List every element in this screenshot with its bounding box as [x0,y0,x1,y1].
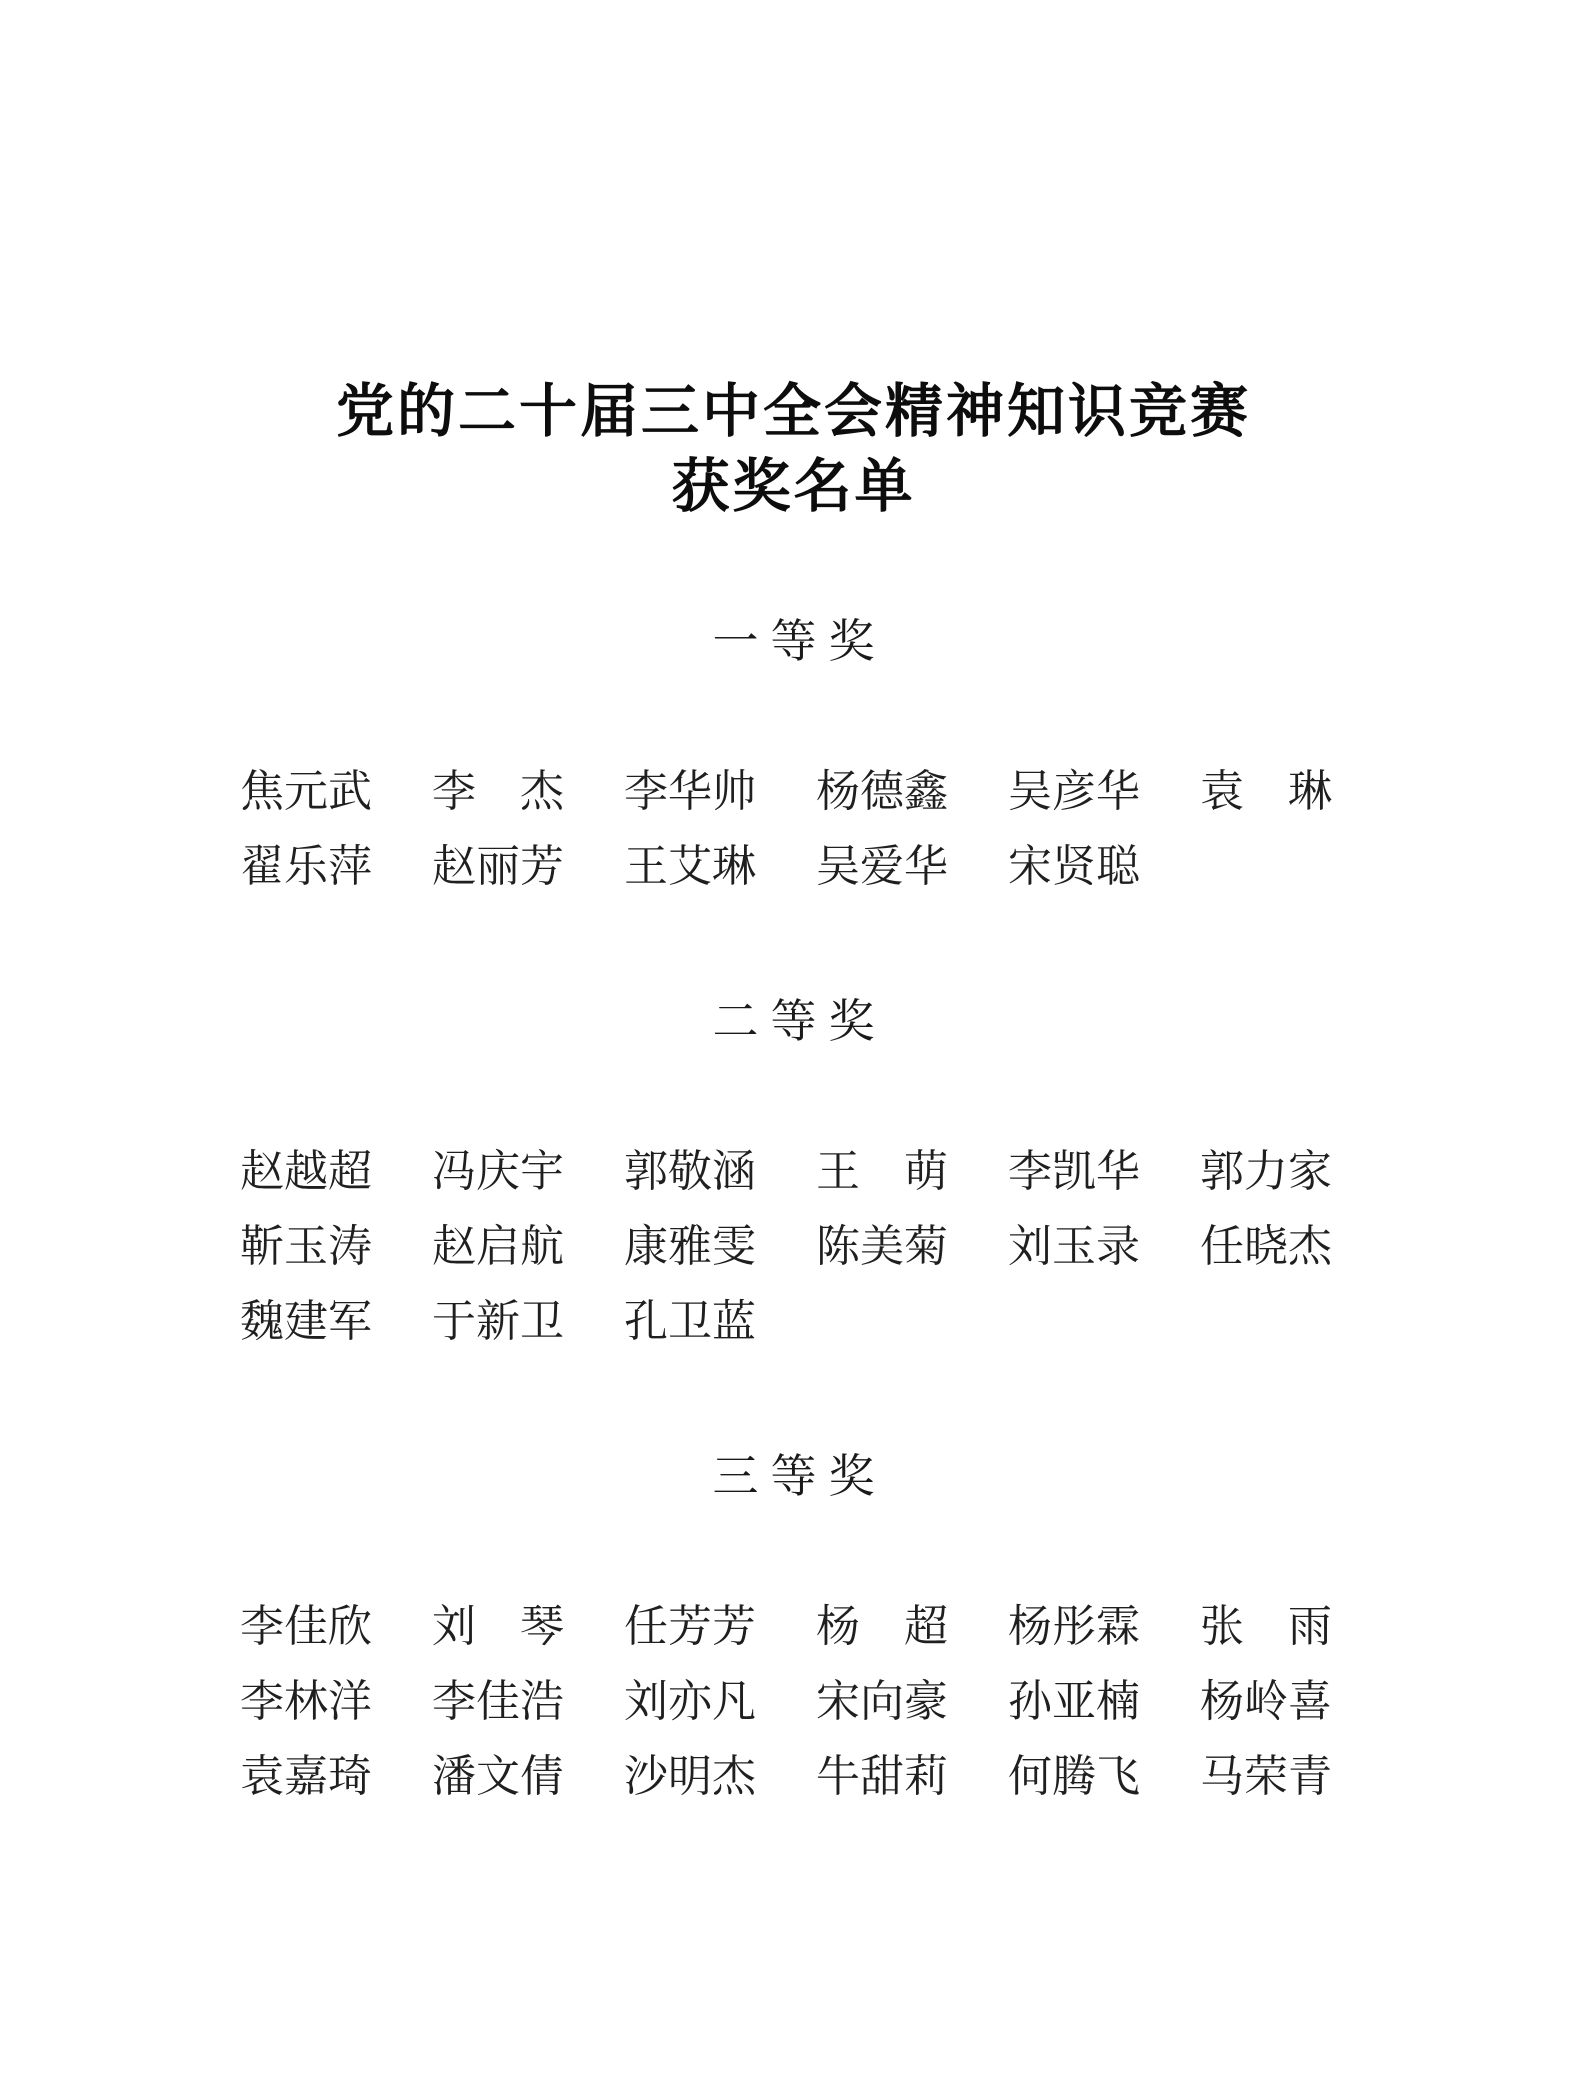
winner-name: 于新卫 [432,1296,564,1346]
name-rows [240,1589,1347,1814]
name-rows [240,754,1347,904]
winner-name: 吴爱华 [816,841,948,891]
winner-name: 赵丽芳 [432,841,564,891]
winner-name: 王 萌 [816,1146,948,1196]
prize-section-3 [240,1439,1347,1814]
winner-name: 袁 琳 [1200,766,1332,816]
winner-name: 孔卫蓝 [624,1296,756,1346]
winner-name: 孙亚楠 [1008,1676,1140,1726]
winner-name: 翟乐萍 [240,841,372,891]
winner-name: 张 雨 [1200,1601,1332,1651]
winner-name: 杨岭喜 [1200,1676,1332,1726]
winner-name: 何腾飞 [1008,1751,1140,1801]
winner-name: 宋向豪 [816,1676,948,1726]
winner-name: 潘文倩 [432,1751,564,1801]
section-heading: 二等奖 [712,995,887,1047]
winner-name: 袁嘉琦 [240,1751,372,1801]
name-row [240,829,1347,904]
winner-name: 吴彦华 [1008,766,1140,816]
winner-name: 冯庆宇 [432,1146,564,1196]
document-title-line-1: 党的二十届三中全会精神知识竞赛 [335,378,1251,444]
prize-section-2 [240,984,1347,1359]
winner-name: 赵越超 [240,1146,372,1196]
winner-name: 李佳浩 [432,1676,564,1726]
winner-name: 李林洋 [240,1676,372,1726]
section-heading: 一等奖 [712,615,887,667]
document-title-line-2: 获奖名单 [671,453,916,519]
winner-name: 杨彤霖 [1008,1601,1140,1651]
winner-name: 康雅雯 [624,1221,756,1271]
winner-name: 沙明杰 [624,1751,756,1801]
name-row [240,1134,1347,1209]
prize-sections [240,604,1347,1814]
winner-name: 李 杰 [432,766,564,816]
winner-name: 任晓杰 [1200,1221,1332,1271]
name-row [240,1284,1347,1359]
name-row [240,1664,1347,1739]
name-row [240,1209,1347,1284]
winner-name: 牛甜莉 [816,1751,948,1801]
name-row [240,1589,1347,1664]
prize-section-1 [240,604,1347,904]
winner-name: 杨德鑫 [816,766,948,816]
winner-name: 任芳芳 [624,1601,756,1651]
winner-name: 陈美菊 [816,1221,948,1271]
winner-name: 王艾琳 [624,841,756,891]
name-row [240,1739,1347,1814]
document-title [240,374,1347,524]
winner-name: 杨 超 [816,1601,948,1651]
name-row [240,754,1347,829]
winner-name: 刘亦凡 [624,1676,756,1726]
winner-name: 马荣青 [1200,1751,1332,1801]
winner-name: 李凯华 [1008,1146,1140,1196]
winner-name: 郭力家 [1200,1146,1332,1196]
winner-name: 李华帅 [624,766,756,816]
winner-name: 宋贤聪 [1008,841,1140,891]
winner-name: 焦元武 [240,766,372,816]
winner-name: 刘玉录 [1008,1221,1140,1271]
winner-name: 魏建军 [240,1296,372,1346]
winner-name: 赵启航 [432,1221,564,1271]
name-rows [240,1134,1347,1359]
winner-name: 靳玉涛 [240,1221,372,1271]
winner-name: 刘 琴 [432,1601,564,1651]
winner-name: 郭敬涵 [624,1146,756,1196]
winner-name: 李佳欣 [240,1601,372,1651]
section-heading: 三等奖 [712,1450,887,1502]
